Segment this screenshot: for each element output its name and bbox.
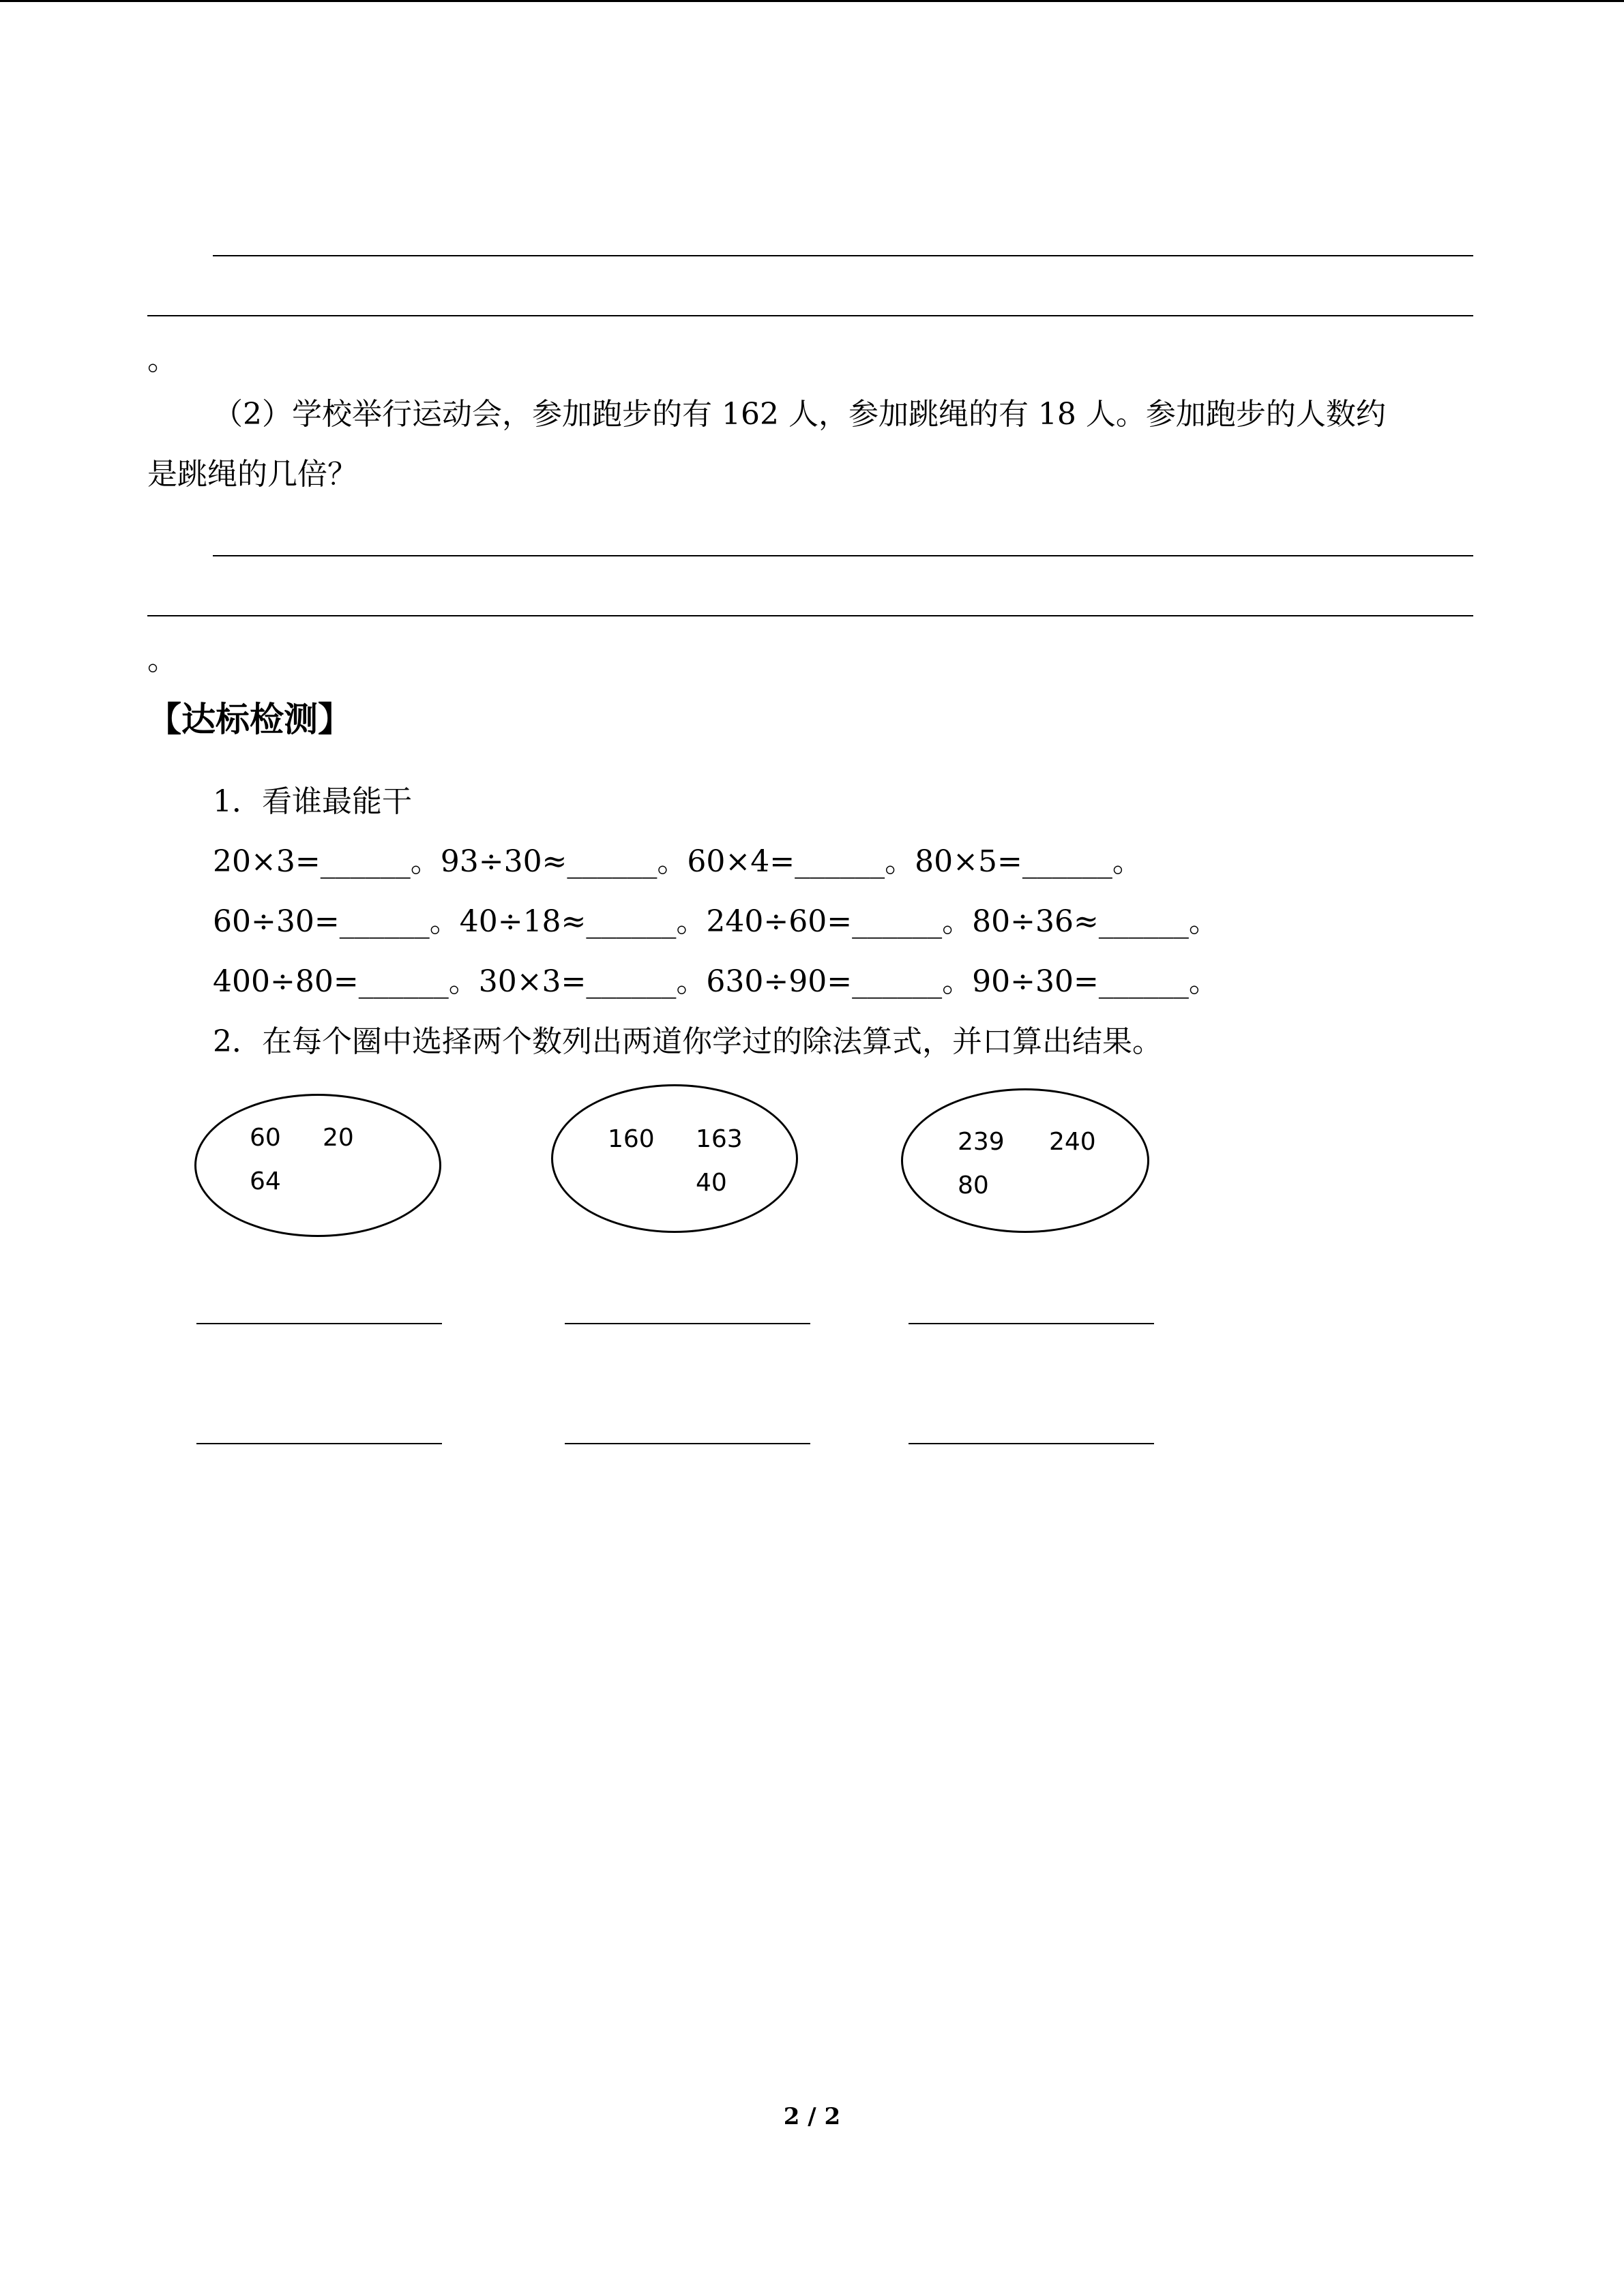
circle-number: 240 xyxy=(1049,1128,1096,1156)
calc-row: 400÷80=______。30×3=______。630÷90=______。90÷30=______。 xyxy=(213,964,1219,999)
section-title: 【达标检测】 xyxy=(147,700,352,739)
circle-number: 40 xyxy=(696,1169,727,1197)
answer-line xyxy=(565,1323,810,1324)
circle-number: 80 xyxy=(958,1172,989,1199)
circle-number: 64 xyxy=(250,1167,281,1195)
question-2-line-2: 是跳绳的几倍？ xyxy=(147,457,357,492)
answer-line xyxy=(565,1443,810,1444)
number-circle-1 xyxy=(194,1094,441,1237)
answer-line xyxy=(147,615,1473,616)
page-number: 2 / 2 xyxy=(783,2103,841,2130)
task-2-title: 2．在每个圈中选择两个数列出两道你学过的除法算式，并口算出结果。 xyxy=(213,1024,1162,1059)
answer-line xyxy=(147,315,1473,316)
period-mark: 。 xyxy=(147,642,177,677)
circle-number: 160 xyxy=(608,1125,655,1153)
task-1-title: 1．看谁最能干 xyxy=(213,784,412,819)
calc-row: 60÷30=______。40÷18≈______。240÷60=______。80÷36≈______。 xyxy=(213,904,1219,939)
page-top-border xyxy=(0,0,1624,2)
answer-line xyxy=(909,1323,1154,1324)
circle-number: 163 xyxy=(696,1125,743,1153)
calc-row: 20×3=______。93÷30≈______。60×4=______。80×5=______。 xyxy=(213,844,1142,879)
answer-line xyxy=(196,1443,442,1444)
answer-line xyxy=(213,255,1473,256)
question-2-line-1: （2）学校举行运动会，参加跑步的有 162 人，参加跳绳的有 18 人。参加跑步的人数约 xyxy=(213,397,1386,432)
number-circle-3 xyxy=(901,1088,1149,1233)
period-mark: 。 xyxy=(147,342,177,377)
number-circle-2 xyxy=(551,1084,798,1233)
answer-line xyxy=(196,1323,442,1324)
answer-line xyxy=(909,1443,1154,1444)
circle-number: 60 xyxy=(250,1124,281,1152)
circle-number: 20 xyxy=(323,1124,354,1152)
circle-number: 239 xyxy=(958,1128,1005,1156)
answer-line xyxy=(213,555,1473,556)
